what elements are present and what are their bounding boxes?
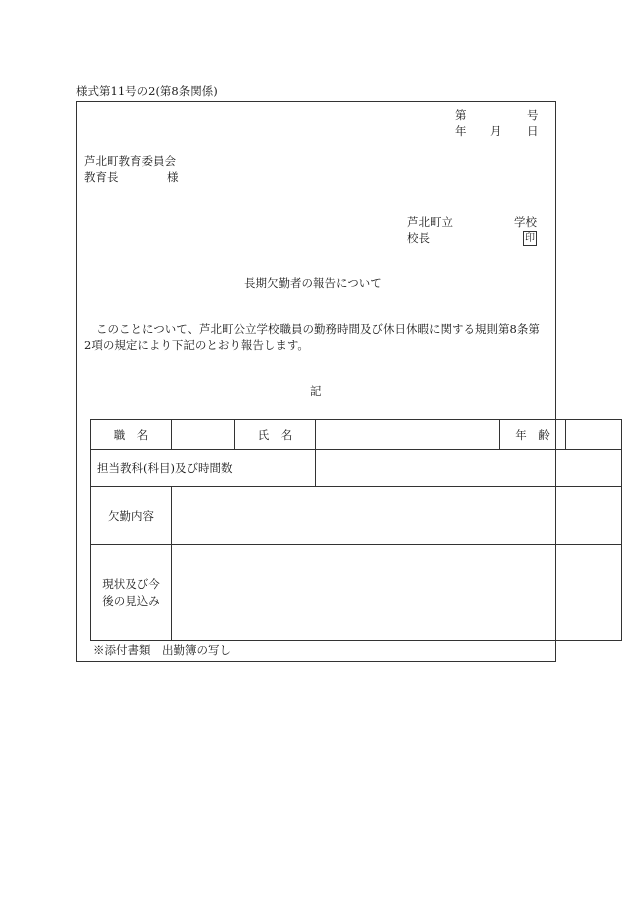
subject-hours-value (316, 450, 622, 487)
document-subject: 長期欠勤者の報告について (244, 276, 382, 290)
age-label: 年 齢 (500, 420, 566, 450)
seal-mark-label: 印 (525, 233, 535, 244)
subject-hours-label: 担当教科(科目)及び時間数 (91, 450, 316, 487)
position-label: 職 名 (91, 420, 172, 450)
status-outlook-value (172, 545, 622, 641)
form-code: 様式第11号の2(第8条関係) (76, 84, 218, 98)
status-outlook-line1: 現状及び今 (102, 576, 160, 591)
status-outlook-line2: 後の見込み (102, 593, 160, 608)
age-value (566, 420, 622, 450)
date-day: 日 (527, 124, 539, 138)
absence-content-value (172, 487, 622, 545)
sender-title: 校長 (407, 231, 430, 245)
doc-number-go: 号 (527, 108, 539, 122)
recipient-title: 教育長 (84, 170, 119, 184)
recipient-organization: 芦北町教育委員会 (84, 154, 176, 168)
absence-content-label: 欠勤内容 (91, 487, 172, 545)
date-year: 年 (455, 124, 467, 138)
name-label: 氏 名 (235, 420, 316, 450)
doc-number-dai: 第 (455, 108, 467, 122)
ki-heading: 記 (310, 384, 322, 398)
sender-school-prefix: 芦北町立 (407, 215, 453, 229)
status-outlook-label (91, 545, 172, 641)
body-text-line2: 2項の規定により下記のとおり報告します。 (84, 338, 309, 352)
date-month: 月 (490, 124, 502, 138)
body-text-line1: このことについて、芦北町公立学校職員の勤務時間及び休日休暇に関する規則第8条第 (96, 322, 540, 336)
recipient-honorific: 様 (167, 170, 179, 184)
attachment-note: ※添付書類 出勤簿の写し (93, 643, 231, 657)
position-value (172, 420, 235, 450)
sender-school-suffix: 学校 (514, 215, 537, 229)
seal-mark (523, 231, 537, 246)
report-table (90, 419, 622, 641)
name-value (316, 420, 500, 450)
